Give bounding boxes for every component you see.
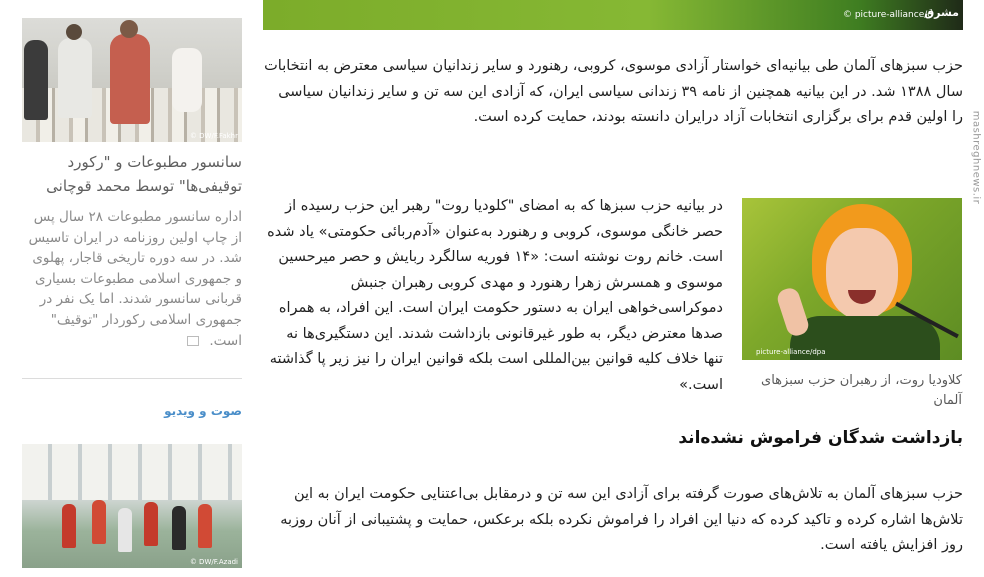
photo-credit: © DW/F.Fakhr bbox=[189, 132, 238, 140]
player-figure bbox=[92, 500, 106, 544]
media-section-link[interactable]: صوت و ویدیو bbox=[164, 404, 242, 418]
site-logo: مشرق bbox=[924, 6, 959, 19]
gym-wall bbox=[22, 444, 242, 500]
article-paragraph: حزب سبزهای آلمان به تلاش‌های صورت گرفته برای آزادی این سه تن و درمقابل بی‌اعتنایی حکومت ایران به این تلاش‌ها اشاره کرده و تاکید کرده که دنیا این افراد را فراموش نکرده بلکه برعکس، حمایت و پشتیبانی از آنان روزبه روز افزایش یافته است. bbox=[280, 486, 963, 553]
news-title-link[interactable]: سانسور مطبوعات و "رکورد توقیفی‌ها" توسط محمد قوچانی bbox=[46, 153, 242, 195]
person-head bbox=[66, 24, 82, 40]
article-paragraph: در بیانیه حزب سبزها که به امضای "کلودیا روت" رهبر این حزب رسیده از حصر خانگی موسوی، کروبی و رهنورد به‌عنوان «آدم‌ربائی حکومتی» یاد شده است. خانم روت نوشته است: «۱۴ فوریه سالگرد ربایش و حصر میرحسین موسوی و همسرش زهرا رهنورد و مهدی کروبی رهبران جنبش دموکراسی‌خواهی ایران به دستور حکومت ایران است. این افراد، به همراه صدها معترض دیگر، به طور غیرقانونی بازداشت شدند. این دستگیری‌ها نه تنها خلاف کلیه قوانین بین‌المللی است بلکه قوانین ایران را نیز زیر پا گذاشته است.» bbox=[267, 198, 723, 393]
news-summary-text: اداره سانسور مطبوعات ۲۸ سال پس از چاپ اولین روزنامه در ایران تاسیس شد. در سه دوره تاریخی قاجار، پهلوی و جمهوری اسلامی مطبوعات بسیاری قربانی سانسور شدند. اما یک نفر در جمهوری اسلامی رکوردار "توقیف" است. bbox=[28, 209, 242, 349]
photo-credit: © picture-alliance/d bbox=[842, 10, 933, 20]
person-figure bbox=[110, 34, 150, 124]
watermark-text: mashreghnews.ir bbox=[970, 110, 982, 205]
photo-credit: picture-alliance/dpa bbox=[756, 348, 826, 356]
player-figure bbox=[62, 504, 76, 548]
person-figure bbox=[172, 48, 202, 112]
divider bbox=[22, 378, 242, 379]
handball-photo[interactable] bbox=[22, 444, 242, 568]
person-head bbox=[120, 20, 138, 38]
photo-credit: © DW/F.Azadi bbox=[189, 558, 238, 566]
news-summary bbox=[22, 207, 242, 351]
claudia-roth-photo bbox=[742, 198, 962, 360]
photo-caption: کلاودیا روت، از رهبران حزب سبزهای آلمان bbox=[761, 373, 962, 408]
player-figure bbox=[172, 506, 186, 550]
person-figure bbox=[58, 38, 92, 118]
face bbox=[826, 228, 898, 320]
player-figure bbox=[118, 508, 132, 552]
newsstand-photo[interactable] bbox=[22, 18, 242, 142]
player-figure bbox=[198, 504, 212, 548]
top-image-banner bbox=[263, 0, 963, 30]
person-figure bbox=[24, 40, 48, 120]
watermark bbox=[968, 10, 984, 310]
article-subheading: بازداشت شدگان فراموش نشده‌اند bbox=[678, 428, 963, 448]
player-figure bbox=[144, 502, 158, 546]
raised-hand bbox=[775, 286, 811, 338]
article-paragraph: حزب سبزهای آلمان طی بیانیه‌ای خواستار آزادی موسوی، کروبی، رهنورد و سایر زندانیان سیاسی معترض به انتخابات سال ۱۳۸۸ شد. در این بیانیه همچنین از نامه ۳۹ زندانی سیاسی ایران، که آزادی این سه تن و سایر زندانیان سیاسی را اولین قدم برای برگزاری انتخابات آزاد درایران دانسته بودند، حمایت کرده است. bbox=[264, 58, 963, 125]
sidebar bbox=[22, 0, 242, 577]
page-icon[interactable] bbox=[187, 336, 199, 346]
